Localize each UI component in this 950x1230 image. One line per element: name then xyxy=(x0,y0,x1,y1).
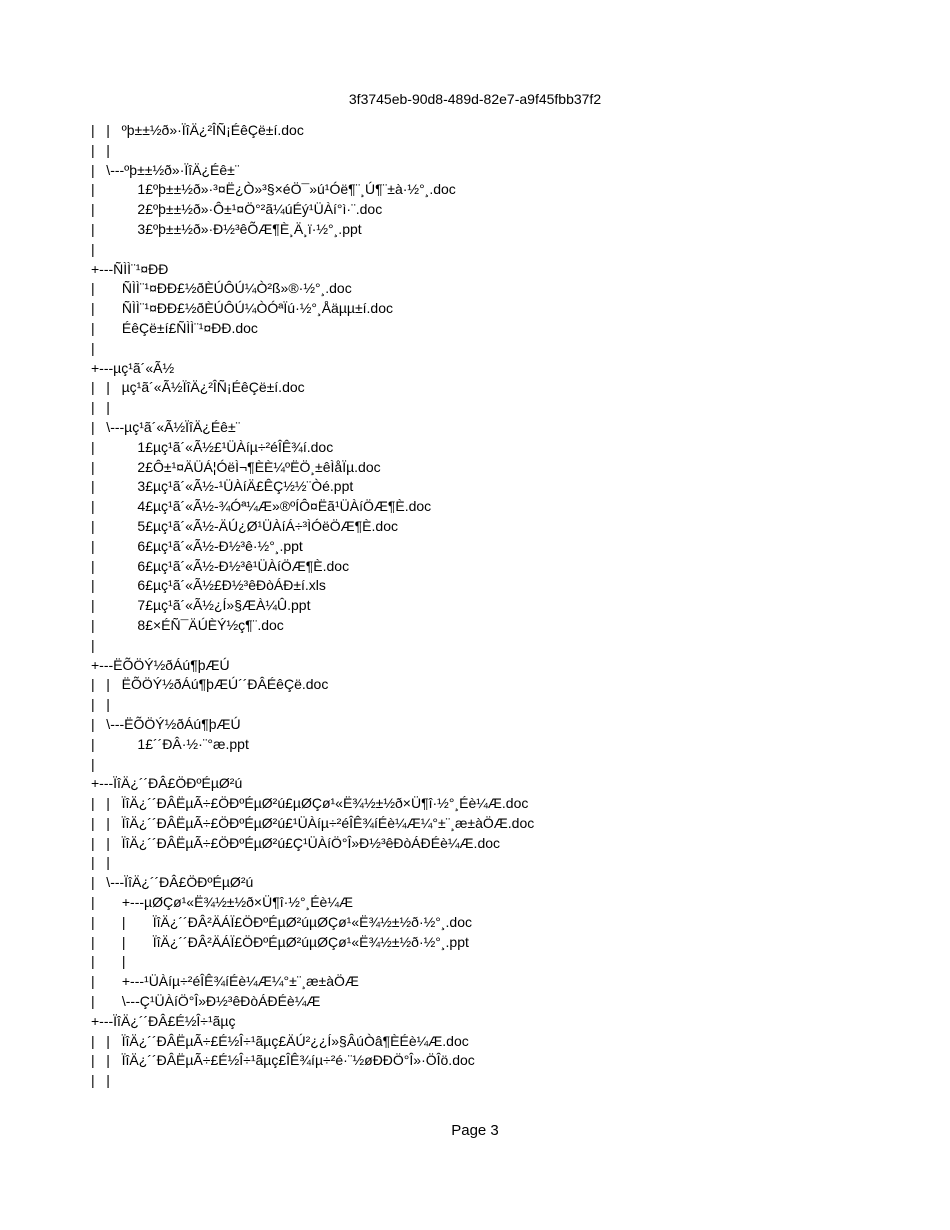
tree-line: | 6£µç¹ã´«Ã½-Ð½³ê¹ÜÀíÖÆ¶È.doc xyxy=(91,557,350,574)
tree-line: | 3£µç¹ã´«Ã½-¹ÜÀíÄ£ÊÇ½½¨Òé.ppt xyxy=(91,478,354,495)
tree-line: | | xyxy=(91,854,110,871)
tree-line: | xyxy=(91,339,95,356)
tree-line: +---ÑÌÌ¨¹¤ÐÐ xyxy=(91,260,169,277)
tree-line: | | µç¹ã´«Ã½ÏîÄ¿²ÎÑ¡ÉêÇë±í.doc xyxy=(91,379,305,396)
tree-line: | xyxy=(91,755,95,772)
tree-line: | | xyxy=(91,141,110,158)
tree-line: | 2£ºþ±±½ð»·Ô±¹¤Ö°²ã¼úÉý¹ÜÀí°ì·¨.doc xyxy=(91,201,383,218)
tree-line: | +---¹ÜÀíµ÷²éÎÊ¾íÉè¼Æ¼°±¨¸æ±àÖÆ xyxy=(91,973,359,990)
tree-line: | \---Ç¹ÜÀíÖ°Î»Ð½³êÐòÁÐÉè¼Æ xyxy=(91,993,321,1010)
tree-line: | | xyxy=(91,1072,110,1089)
tree-line: | xyxy=(91,636,95,653)
document-id-header: 3f3745eb-90d8-489d-82e7-a9f45fbb37f2 xyxy=(348,91,602,107)
tree-line: | | ÏîÄ¿´´ÐÂËµÃ÷£ÖÐºÉµØ²ú£¹ÜÀíµ÷²éÎÊ¾íÉè¼Æ¼°±¨¸æ±àÖÆ.doc xyxy=(91,814,535,831)
tree-line: | 7£µç¹ã´«Ã½¿Í»§ÆÀ¼Û.ppt xyxy=(91,597,311,614)
tree-line: | | ËÕÖÝ½ðÁú¶þÆÚ´´ÐÂÉêÇë.doc xyxy=(91,676,329,693)
tree-line: | 1£ºþ±±½ð»·³¤Ë¿Ò»³§×éÖ¯»ú¹Óë¶¨¸Ú¶¨±à·½°¸.doc xyxy=(91,181,456,198)
tree-line: | 6£µç¹ã´«Ã½-Ð½³ê·½°¸.ppt xyxy=(91,537,303,554)
tree-line: | 6£µç¹ã´«Ã½£Ð½³êÐòÁÐ±í.xls xyxy=(91,577,326,594)
tree-line: | 5£µç¹ã´«Ã½-ÄÚ¿Ø¹ÜÀíÁ÷³ÌÓëÖÆ¶È.doc xyxy=(91,517,398,534)
tree-line: | | ÏîÄ¿´´ÐÂ²ÄÁÏ£ÖÐºÉµØ²úµØÇø¹«Ë¾½±½ð·½°¸.ppt xyxy=(91,933,469,950)
tree-line: | ÑÌÌ¨¹¤ÐÐ£½ðÈÚÔÚ¼Ò²ß»®·½°¸.doc xyxy=(91,280,352,297)
tree-line: | 3£ºþ±±½ð»·Ð½³êÕÆ¶È¸Ä¸ï·½°¸.ppt xyxy=(91,220,362,237)
tree-line: | ÑÌÌ¨¹¤ÐÐ£½ðÈÚÔÚ¼ÒÓªÏú·½°¸Åäµµ±í.doc xyxy=(91,300,393,317)
tree-line: | ÉêÇë±í£ÑÌÌ¨¹¤ÐÐ.doc xyxy=(91,319,258,336)
tree-line: | | ÏîÄ¿´´ÐÂËµÃ÷£É½Î÷¹ãµç£ÎÊ¾íµ÷²é·¨½øÐÐÖ°Î»·ÖÎö.doc xyxy=(91,1052,475,1069)
tree-line: +---ÏîÄ¿´´ÐÂ£É½Î÷¹ãµç xyxy=(91,1012,236,1029)
tree-line: | | ÏîÄ¿´´ÐÂËµÃ÷£ÖÐºÉµØ²ú£µØÇø¹«Ë¾½±½ð×Ü¶î·½°¸Éè¼Æ.doc xyxy=(91,795,529,812)
tree-line: | +---µØÇø¹«Ë¾½±½ð×Ü¶î·½°¸Éè¼Æ xyxy=(91,894,354,911)
tree-line: | | ºþ±±½ð»·ÏîÄ¿²ÎÑ¡ÉêÇë±í.doc xyxy=(91,122,304,138)
tree-line: | | ÏîÄ¿´´ÐÂËµÃ÷£É½Î÷¹ãµç£ÄÚ²¿¿Í»§ÂúÒâ¶ÈÉè¼Æ.doc xyxy=(91,1032,469,1049)
tree-line: | 2£Ô±¹¤ÄÜÁ¦ÓëÌ¬¶ÈÈ¼ºËÖ¸±êÌåÏµ.doc xyxy=(91,458,381,475)
tree-line: | | xyxy=(91,399,110,416)
tree-line: | xyxy=(91,240,95,257)
tree-line: | \---ºþ±±½ð»·ÏîÄ¿Éê±¨ xyxy=(91,161,240,178)
tree-line: +---ÏîÄ¿´´ÐÂ£ÖÐºÉµØ²ú xyxy=(91,775,243,792)
tree-line: | | ÏîÄ¿´´ÐÂ²ÄÁÏ£ÖÐºÉµØ²úµØÇø¹«Ë¾½±½ð·½°¸.doc xyxy=(91,913,473,930)
tree-line: | 1£´´ÐÂ·½·¨°æ.ppt xyxy=(91,735,249,752)
tree-line: | | ÏîÄ¿´´ÐÂËµÃ÷£ÖÐºÉµØ²ú£Ç¹ÜÀíÖ°Î»Ð½³êÐòÁÐÉè¼Æ.doc xyxy=(91,834,501,851)
tree-line: | \---ËÕÖÝ½ðÁú¶þÆÚ xyxy=(91,715,241,732)
tree-line: +---µç¹ã´«Ã½ xyxy=(91,359,175,376)
directory-tree-listing xyxy=(91,121,911,1091)
tree-line: | \---ÏîÄ¿´´ÐÂ£ÖÐºÉµØ²ú xyxy=(91,874,254,891)
tree-line: | | xyxy=(91,953,126,970)
tree-line: | | xyxy=(91,696,110,713)
tree-line: | 8£×ÉÑ¯ÄÚÈÝ½ç¶¨.doc xyxy=(91,616,284,633)
page-number: Page 3 xyxy=(451,1122,499,1139)
tree-line: | 4£µç¹ã´«Ã½-¾Óª¼Æ»®ºÍÔ¤Ëã¹ÜÀíÖÆ¶È.doc xyxy=(91,498,432,515)
tree-line: +---ËÕÖÝ½ðÁú¶þÆÚ xyxy=(91,656,230,673)
tree-line: | 1£µç¹ã´«Ã½£¹ÜÀíµ÷²éÎÊ¾í.doc xyxy=(91,438,334,455)
tree-line: | \---µç¹ã´«Ã½ÏîÄ¿Éê±¨ xyxy=(91,418,241,435)
